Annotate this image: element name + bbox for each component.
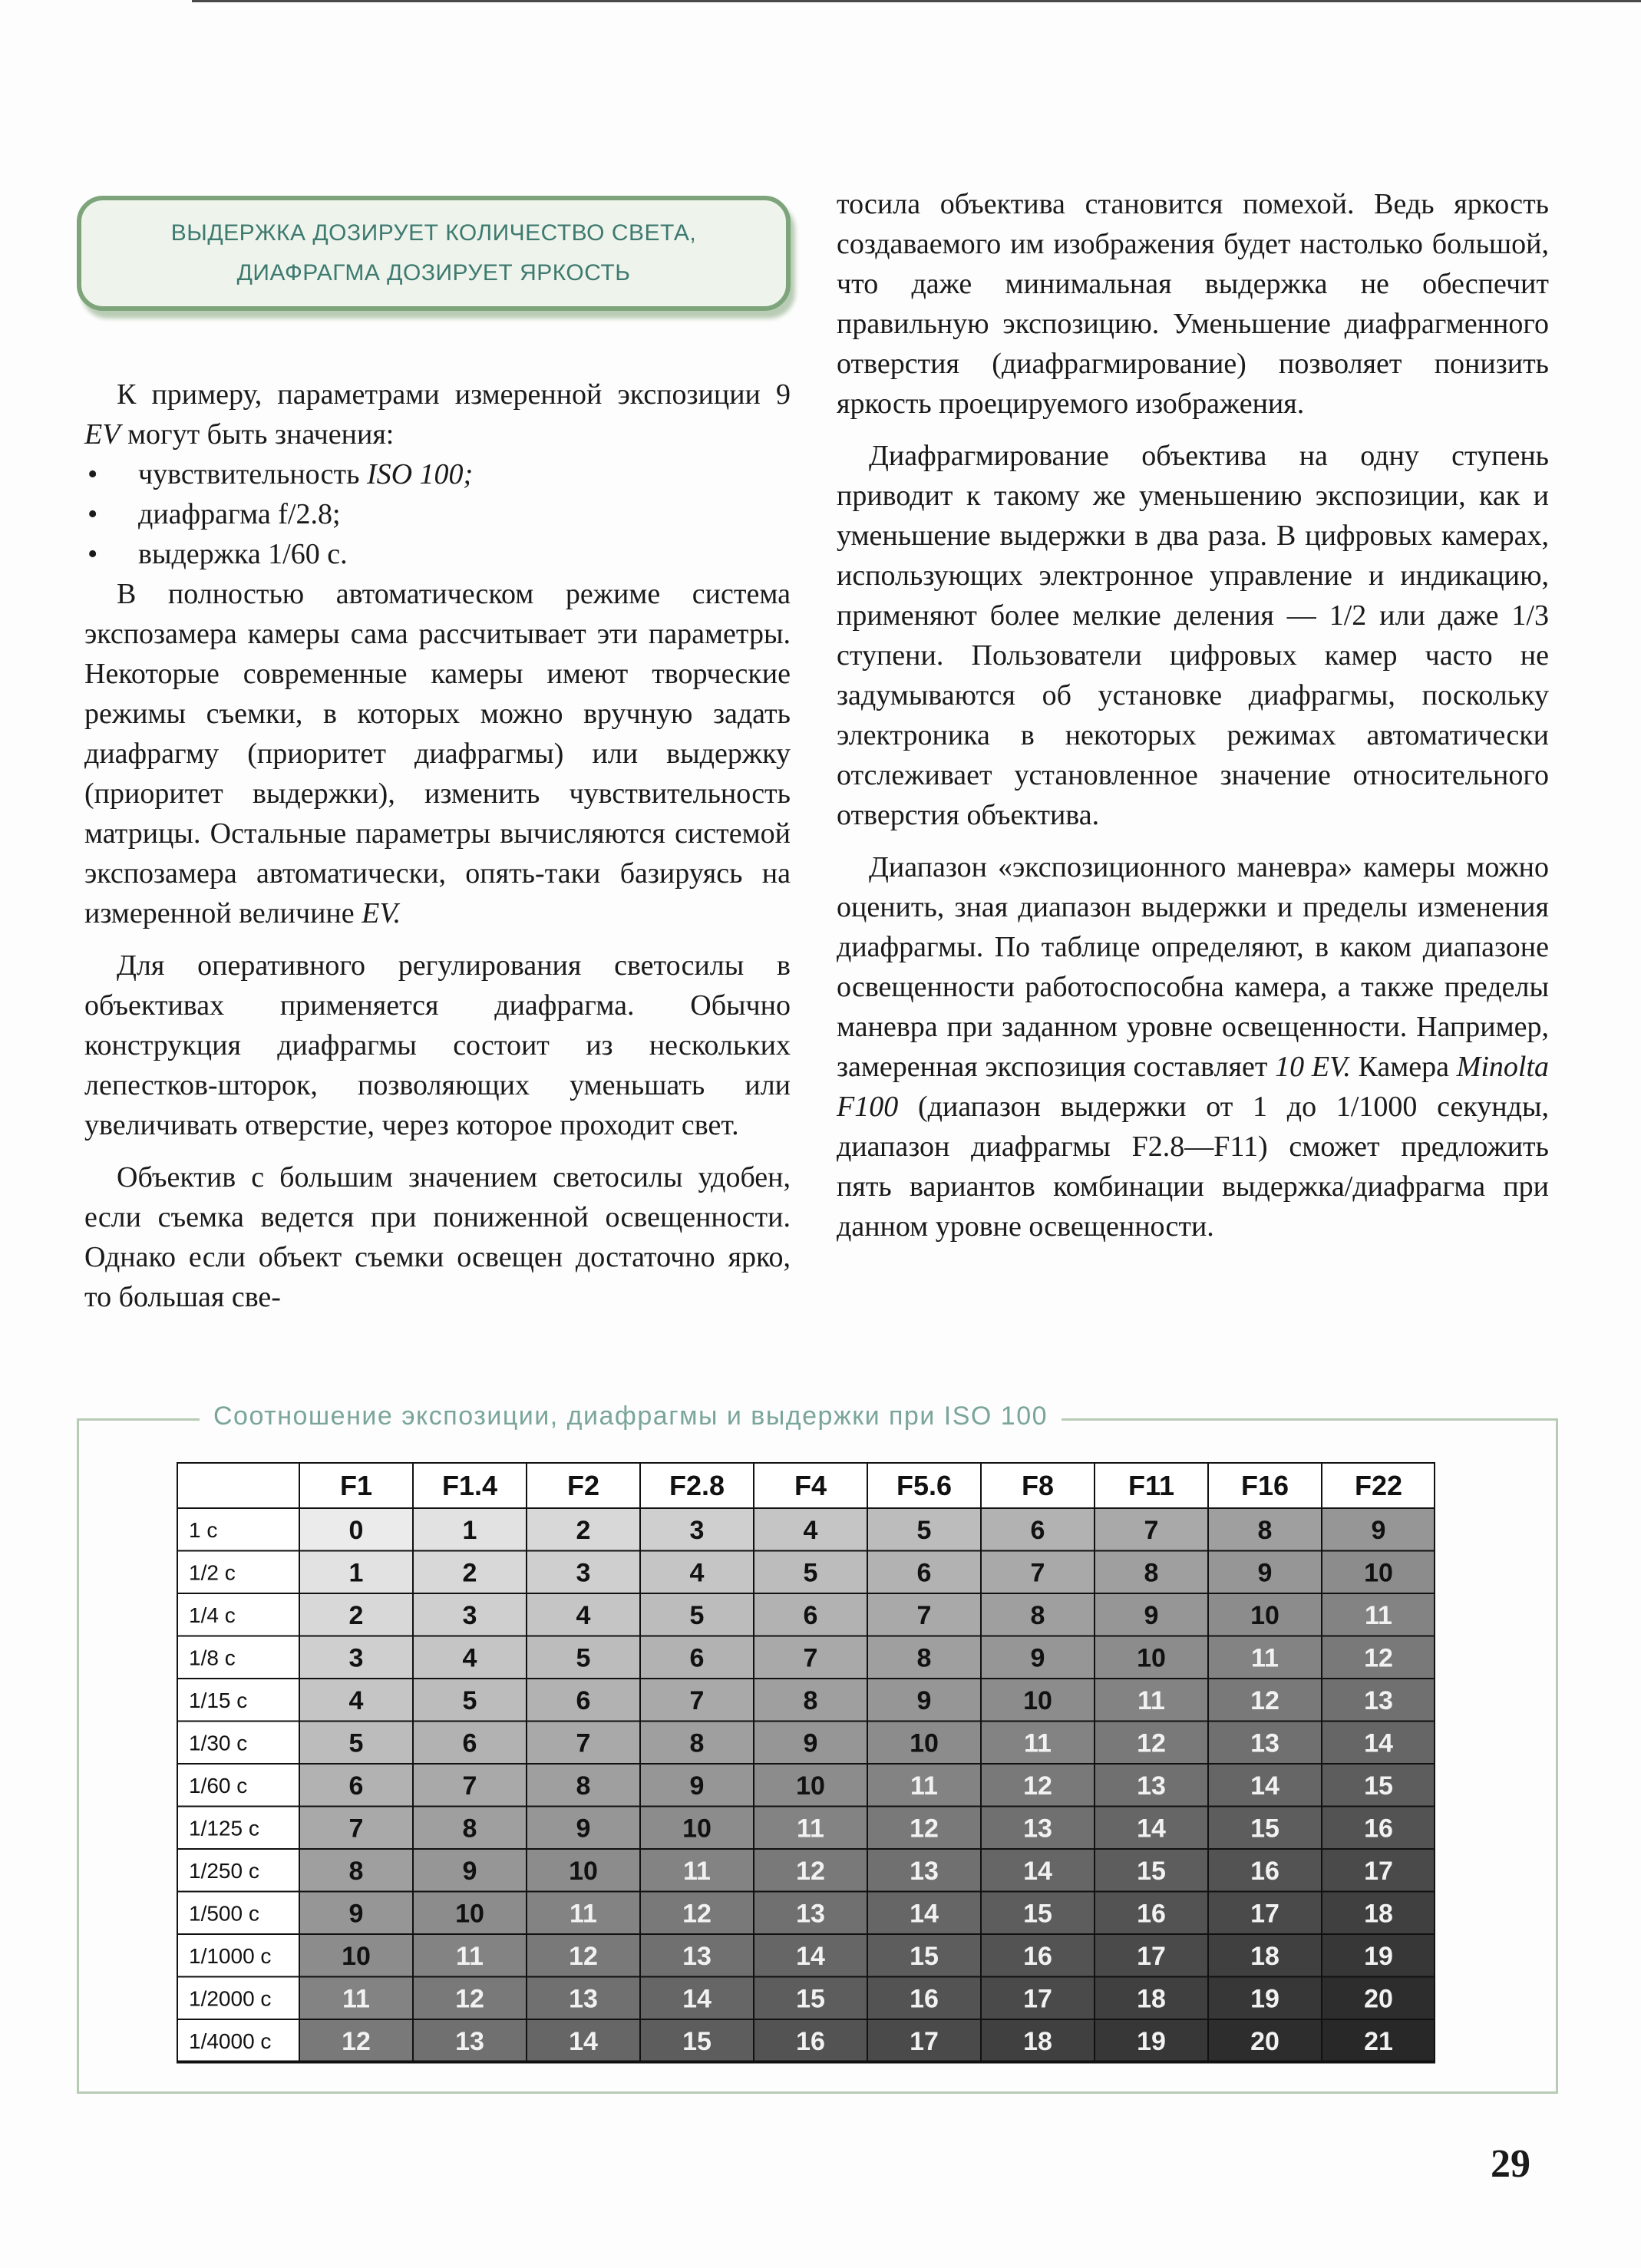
- callout-box: [77, 196, 791, 311]
- cell-value: 4: [462, 1643, 477, 1673]
- cell-value: 7: [1030, 1558, 1045, 1588]
- cell-value: 8: [689, 1728, 705, 1758]
- cell-value: 8: [1257, 1515, 1273, 1545]
- row-header: 1/1000 c: [189, 1943, 272, 1968]
- cell-value: 13: [1250, 1728, 1279, 1758]
- cell-value: 8: [916, 1643, 932, 1673]
- cell-value: 6: [576, 1685, 591, 1715]
- cell-value: 9: [348, 1899, 364, 1929]
- cell-value: 13: [455, 2026, 484, 2056]
- left-column: [84, 375, 791, 1317]
- cell-value: 7: [576, 1728, 591, 1758]
- row-header: 1 c: [189, 1517, 218, 1542]
- column-header: F1: [339, 1470, 373, 1501]
- cell-value: 11: [456, 1941, 484, 1971]
- cell-value: 7: [462, 1771, 477, 1801]
- callout-line-1: ВЫДЕРЖКА ДОЗИРУЕТ КОЛИЧЕСТВО СВЕТА,: [170, 220, 697, 246]
- cell-value: 14: [569, 2026, 598, 2056]
- cell-value: 7: [1144, 1515, 1159, 1545]
- row-header: 1/125 c: [189, 1816, 259, 1840]
- cell-value: 19: [1137, 2026, 1166, 2056]
- cell-value: 15: [1250, 1814, 1279, 1844]
- cell-value: 11: [797, 1814, 824, 1844]
- row-header: 1/4 c: [189, 1603, 236, 1627]
- row-header: 1/2000 c: [189, 1986, 272, 2011]
- cell-value: 10: [1250, 1600, 1279, 1630]
- cell-value: 16: [1250, 1856, 1279, 1886]
- cell-value: 3: [576, 1558, 591, 1588]
- cell-value: 2: [462, 1558, 477, 1588]
- cell-value: 13: [1364, 1685, 1393, 1715]
- cell-value: 9: [1371, 1515, 1386, 1545]
- cell-value: 3: [348, 1643, 364, 1673]
- cell-value: 16: [1023, 1941, 1052, 1971]
- cell-value: 10: [1137, 1643, 1166, 1673]
- cell-value: 14: [682, 1984, 712, 2014]
- cell-value: 6: [803, 1600, 818, 1630]
- column-header: F4: [794, 1470, 827, 1501]
- bullet-list: [84, 454, 791, 574]
- cell-value: 8: [1030, 1600, 1045, 1630]
- cell-value: 10: [569, 1856, 598, 1886]
- cell-value: 7: [689, 1685, 705, 1715]
- cell-value: 12: [682, 1899, 712, 1929]
- cell-value: 6: [348, 1771, 364, 1801]
- column-header: F1.4: [441, 1470, 498, 1501]
- cell-value: 9: [462, 1856, 477, 1886]
- cell-value: 11: [1365, 1600, 1392, 1630]
- paragraph: [84, 375, 791, 454]
- ev-italic: 10 EV.: [1275, 1051, 1351, 1083]
- cell-value: 19: [1250, 1984, 1279, 2014]
- column-header: F8: [1021, 1470, 1055, 1501]
- cell-value: 15: [796, 1984, 825, 2014]
- cell-value: 8: [348, 1856, 364, 1886]
- cell-value: 14: [1023, 1856, 1052, 1886]
- paragraph: Диафрагмирование объектива на одну ступень приводит к такому же уменьшению экспозиции, как и уменьшение выдержки в два раза. В цифровых камерах, использующих электронное управление и индикацию, применяют более мелкие деления — 1/2 или даже 1/3 ступени. Пользователи цифровых камер часто не задумываются об установке диафрагмы, поскольку электроника в некоторых режимах автоматически отслеживает установленное значение относительного отверстия объектива.: [837, 440, 1549, 831]
- cell-value: 7: [916, 1600, 932, 1630]
- cell-value: 1: [462, 1515, 477, 1545]
- cell-value: 5: [348, 1728, 364, 1758]
- cell-value: 4: [803, 1515, 818, 1545]
- exposure-table: [177, 1462, 1435, 2065]
- cell-value: 13: [1137, 1771, 1166, 1801]
- cell-value: 0: [348, 1515, 364, 1545]
- row-header: 1/2 c: [189, 1560, 236, 1585]
- column-header: F22: [1354, 1470, 1403, 1501]
- cell-value: 17: [1364, 1856, 1393, 1886]
- cell-value: 4: [576, 1600, 591, 1630]
- row-header: 1/250 c: [189, 1858, 259, 1883]
- cell-value: 6: [1030, 1515, 1045, 1545]
- cell-value: 4: [689, 1558, 705, 1588]
- cell-value: 15: [682, 2026, 712, 2056]
- row-header: 1/4000 c: [189, 2029, 272, 2053]
- row-header: 1/8 c: [189, 1646, 236, 1670]
- cell-value: 5: [916, 1515, 932, 1545]
- cell-value: 7: [348, 1814, 364, 1844]
- column-header: F2.8: [669, 1470, 725, 1501]
- cell-value: 14: [910, 1899, 939, 1929]
- cell-value: 12: [569, 1941, 598, 1971]
- cell-value: 17: [910, 2026, 939, 2056]
- right-column: [837, 184, 1549, 1246]
- cell-value: 13: [569, 1984, 598, 2014]
- cell-value: 9: [803, 1728, 818, 1758]
- list-item: • выдержка 1/60 с.: [84, 534, 791, 574]
- cell-value: 6: [916, 1558, 932, 1588]
- cell-value: 11: [683, 1856, 711, 1886]
- cell-value: 8: [803, 1685, 818, 1715]
- cell-value: 15: [1023, 1899, 1052, 1929]
- paragraph: [837, 847, 1549, 1246]
- cell-value: 3: [689, 1515, 705, 1545]
- cell-value: 17: [1137, 1941, 1166, 1971]
- cell-value: 16: [910, 1984, 939, 2014]
- cell-value: 11: [1024, 1728, 1052, 1758]
- cell-value: 12: [1250, 1685, 1279, 1715]
- cell-value: 16: [1364, 1814, 1393, 1844]
- cell-value: 2: [348, 1600, 364, 1630]
- cell-value: 10: [1364, 1558, 1393, 1588]
- cell-value: 11: [1251, 1643, 1279, 1673]
- row-header: 1/60 c: [189, 1773, 248, 1798]
- cell-value: 18: [1364, 1899, 1393, 1929]
- cell-value: 16: [1137, 1899, 1166, 1929]
- text: чувствительность: [138, 458, 367, 490]
- paragraph: тосила объектива становится помехой. Ведь яркость создаваемого им изображения будет настолько большой, что даже минимальная выдержка не обеспечит правильную экспозицию. Уменьшение диафрагменного отверстия (диафрагмирование) позволяет понизить яркость проецируемого изображения.: [837, 188, 1549, 420]
- row-header: 1/500 c: [189, 1901, 259, 1926]
- list-item: [84, 454, 791, 494]
- cell-value: 12: [796, 1856, 825, 1886]
- text: (диапазон выдержки от 1 до 1/1000 секунды, диапазон диафрагмы F2.8—F11) сможет предложить пять вариантов комбинации выдержка/диафрагма при данном уровне освещенности.: [837, 1091, 1549, 1243]
- cell-value: 21: [1364, 2026, 1393, 2056]
- cell-value: 11: [342, 1984, 370, 2014]
- cell-value: 16: [796, 2026, 825, 2056]
- cell-value: 12: [1023, 1771, 1052, 1801]
- callout-line-2: ДИАФРАГМА ДОЗИРУЕТ ЯРКОСТЬ: [236, 260, 631, 286]
- cell-value: 11: [910, 1771, 938, 1801]
- cell-value: 17: [1023, 1984, 1052, 2014]
- cell-value: 3: [462, 1600, 477, 1630]
- cell-value: 14: [1250, 1771, 1279, 1801]
- cell-value: 10: [1023, 1685, 1052, 1715]
- list-item: • диафрагма f/2.8;: [84, 494, 791, 534]
- cell-value: 7: [803, 1643, 818, 1673]
- cell-value: 10: [682, 1814, 712, 1844]
- cell-value: 9: [1144, 1600, 1159, 1630]
- cell-value: 18: [1137, 1984, 1166, 2014]
- camera-italic: Minolta F100: [837, 1051, 1549, 1123]
- cell-value: 20: [1250, 2026, 1279, 2056]
- text: К примеру, параметрами измеренной экспозиции 9: [117, 378, 791, 411]
- text: В полностью автоматическом режиме система экспозамера камеры сама рассчитывает эти параметры. Некоторые современные камеры имеют творческие режимы съемки, в которых можно вручную задать диафрагму (приоритет диафрагмы) или выдержку (приоритет выдержки), изменить чувствительность матрицы. Остальные параметры вычисляются системой экспозамера автоматически, опять-таки базируясь на измеренной величине: [84, 578, 791, 929]
- cell-value: 17: [1250, 1899, 1279, 1929]
- cell-value: 9: [689, 1771, 705, 1801]
- cell-value: 10: [342, 1941, 371, 1971]
- cell-value: 11: [1137, 1685, 1165, 1715]
- cell-value: 14: [1137, 1814, 1166, 1844]
- cell-value: 8: [462, 1814, 477, 1844]
- cell-value: 12: [1364, 1643, 1393, 1673]
- row-header: 1/30 c: [189, 1731, 248, 1755]
- cell-value: 9: [1257, 1558, 1273, 1588]
- cell-value: 13: [682, 1941, 712, 1971]
- cell-value: 20: [1364, 1984, 1393, 2014]
- cell-value: 18: [1023, 2026, 1052, 2056]
- iso-italic: ISO 100;: [366, 458, 474, 490]
- paragraph: [84, 574, 791, 933]
- ev-italic: EV: [84, 418, 121, 451]
- cell-value: 15: [1364, 1771, 1393, 1801]
- cell-value: 12: [1137, 1728, 1166, 1758]
- cell-value: 15: [910, 1941, 939, 1971]
- column-header: F5.6: [896, 1470, 953, 1501]
- cell-value: 9: [916, 1685, 932, 1715]
- paragraph: Для оперативного регулирования светосилы в объективах применяется диафрагма. Обычно конструкция диафрагмы состоит из нескольких лепестков-шторок, позволяющих уменьшать или увеличивать отверстие, через которое проходит свет.: [84, 949, 791, 1141]
- cell-value: 2: [576, 1515, 591, 1545]
- cell-value: 10: [910, 1728, 939, 1758]
- cell-value: 10: [455, 1899, 484, 1929]
- cell-value: 5: [576, 1643, 591, 1673]
- cell-value: 9: [576, 1814, 591, 1844]
- cell-value: 14: [1364, 1728, 1393, 1758]
- cell-value: 18: [1250, 1941, 1279, 1971]
- page-number: 29: [1491, 2142, 1530, 2186]
- column-header: F2: [566, 1470, 600, 1501]
- cell-value: 11: [570, 1899, 597, 1929]
- cell-value: 12: [455, 1984, 484, 2014]
- cell-value: 8: [576, 1771, 591, 1801]
- column-header: F11: [1128, 1470, 1175, 1501]
- text: Диапазон «экспозиционного маневра» камеры можно оценить, зная диапазон выдержки и пределы изменения диафрагмы. По таблице определяют, в каком диапазоне освещенности работоспособна камера, а также пределы маневра при заданном уровне освещенности. Например, замеренная экспозиция составляет: [837, 851, 1549, 1083]
- cell-value: 6: [462, 1728, 477, 1758]
- cell-value: 14: [796, 1941, 825, 1971]
- cell-value: 4: [348, 1685, 364, 1715]
- cell-value: 15: [1137, 1856, 1166, 1886]
- column-header: F16: [1240, 1470, 1289, 1501]
- cell-value: 5: [803, 1558, 818, 1588]
- cell-value: 5: [462, 1685, 477, 1715]
- cell-value: 12: [342, 2026, 371, 2056]
- row-header: 1/15 c: [189, 1688, 248, 1712]
- cell-value: 6: [689, 1643, 705, 1673]
- text: могут быть значения:: [120, 418, 395, 451]
- cell-value: 8: [1144, 1558, 1159, 1588]
- cell-value: 19: [1364, 1941, 1393, 1971]
- figure-title: Соотношение экспозиции, диафрагмы и выдержки при ISO 100: [200, 1401, 1062, 1431]
- corner-cell: [177, 1462, 299, 1508]
- cell-value: 1: [348, 1558, 364, 1588]
- cell-value: 5: [689, 1600, 705, 1630]
- cell-value: 13: [910, 1856, 939, 1886]
- cell-value: 13: [796, 1899, 825, 1929]
- paragraph: Объектив с большим значением светосилы удобен, если съемка ведется при пониженной освещенности. Однако если объект съемки освещен достаточно ярко, то большая све-: [84, 1161, 791, 1313]
- top-rule: [192, 0, 1641, 2]
- cell-value: 10: [796, 1771, 825, 1801]
- cell-value: 12: [910, 1814, 939, 1844]
- cell-value: 13: [1023, 1814, 1052, 1844]
- cell-value: 9: [1030, 1643, 1045, 1673]
- text: Камера: [1350, 1051, 1457, 1083]
- ev-italic: EV.: [362, 897, 401, 929]
